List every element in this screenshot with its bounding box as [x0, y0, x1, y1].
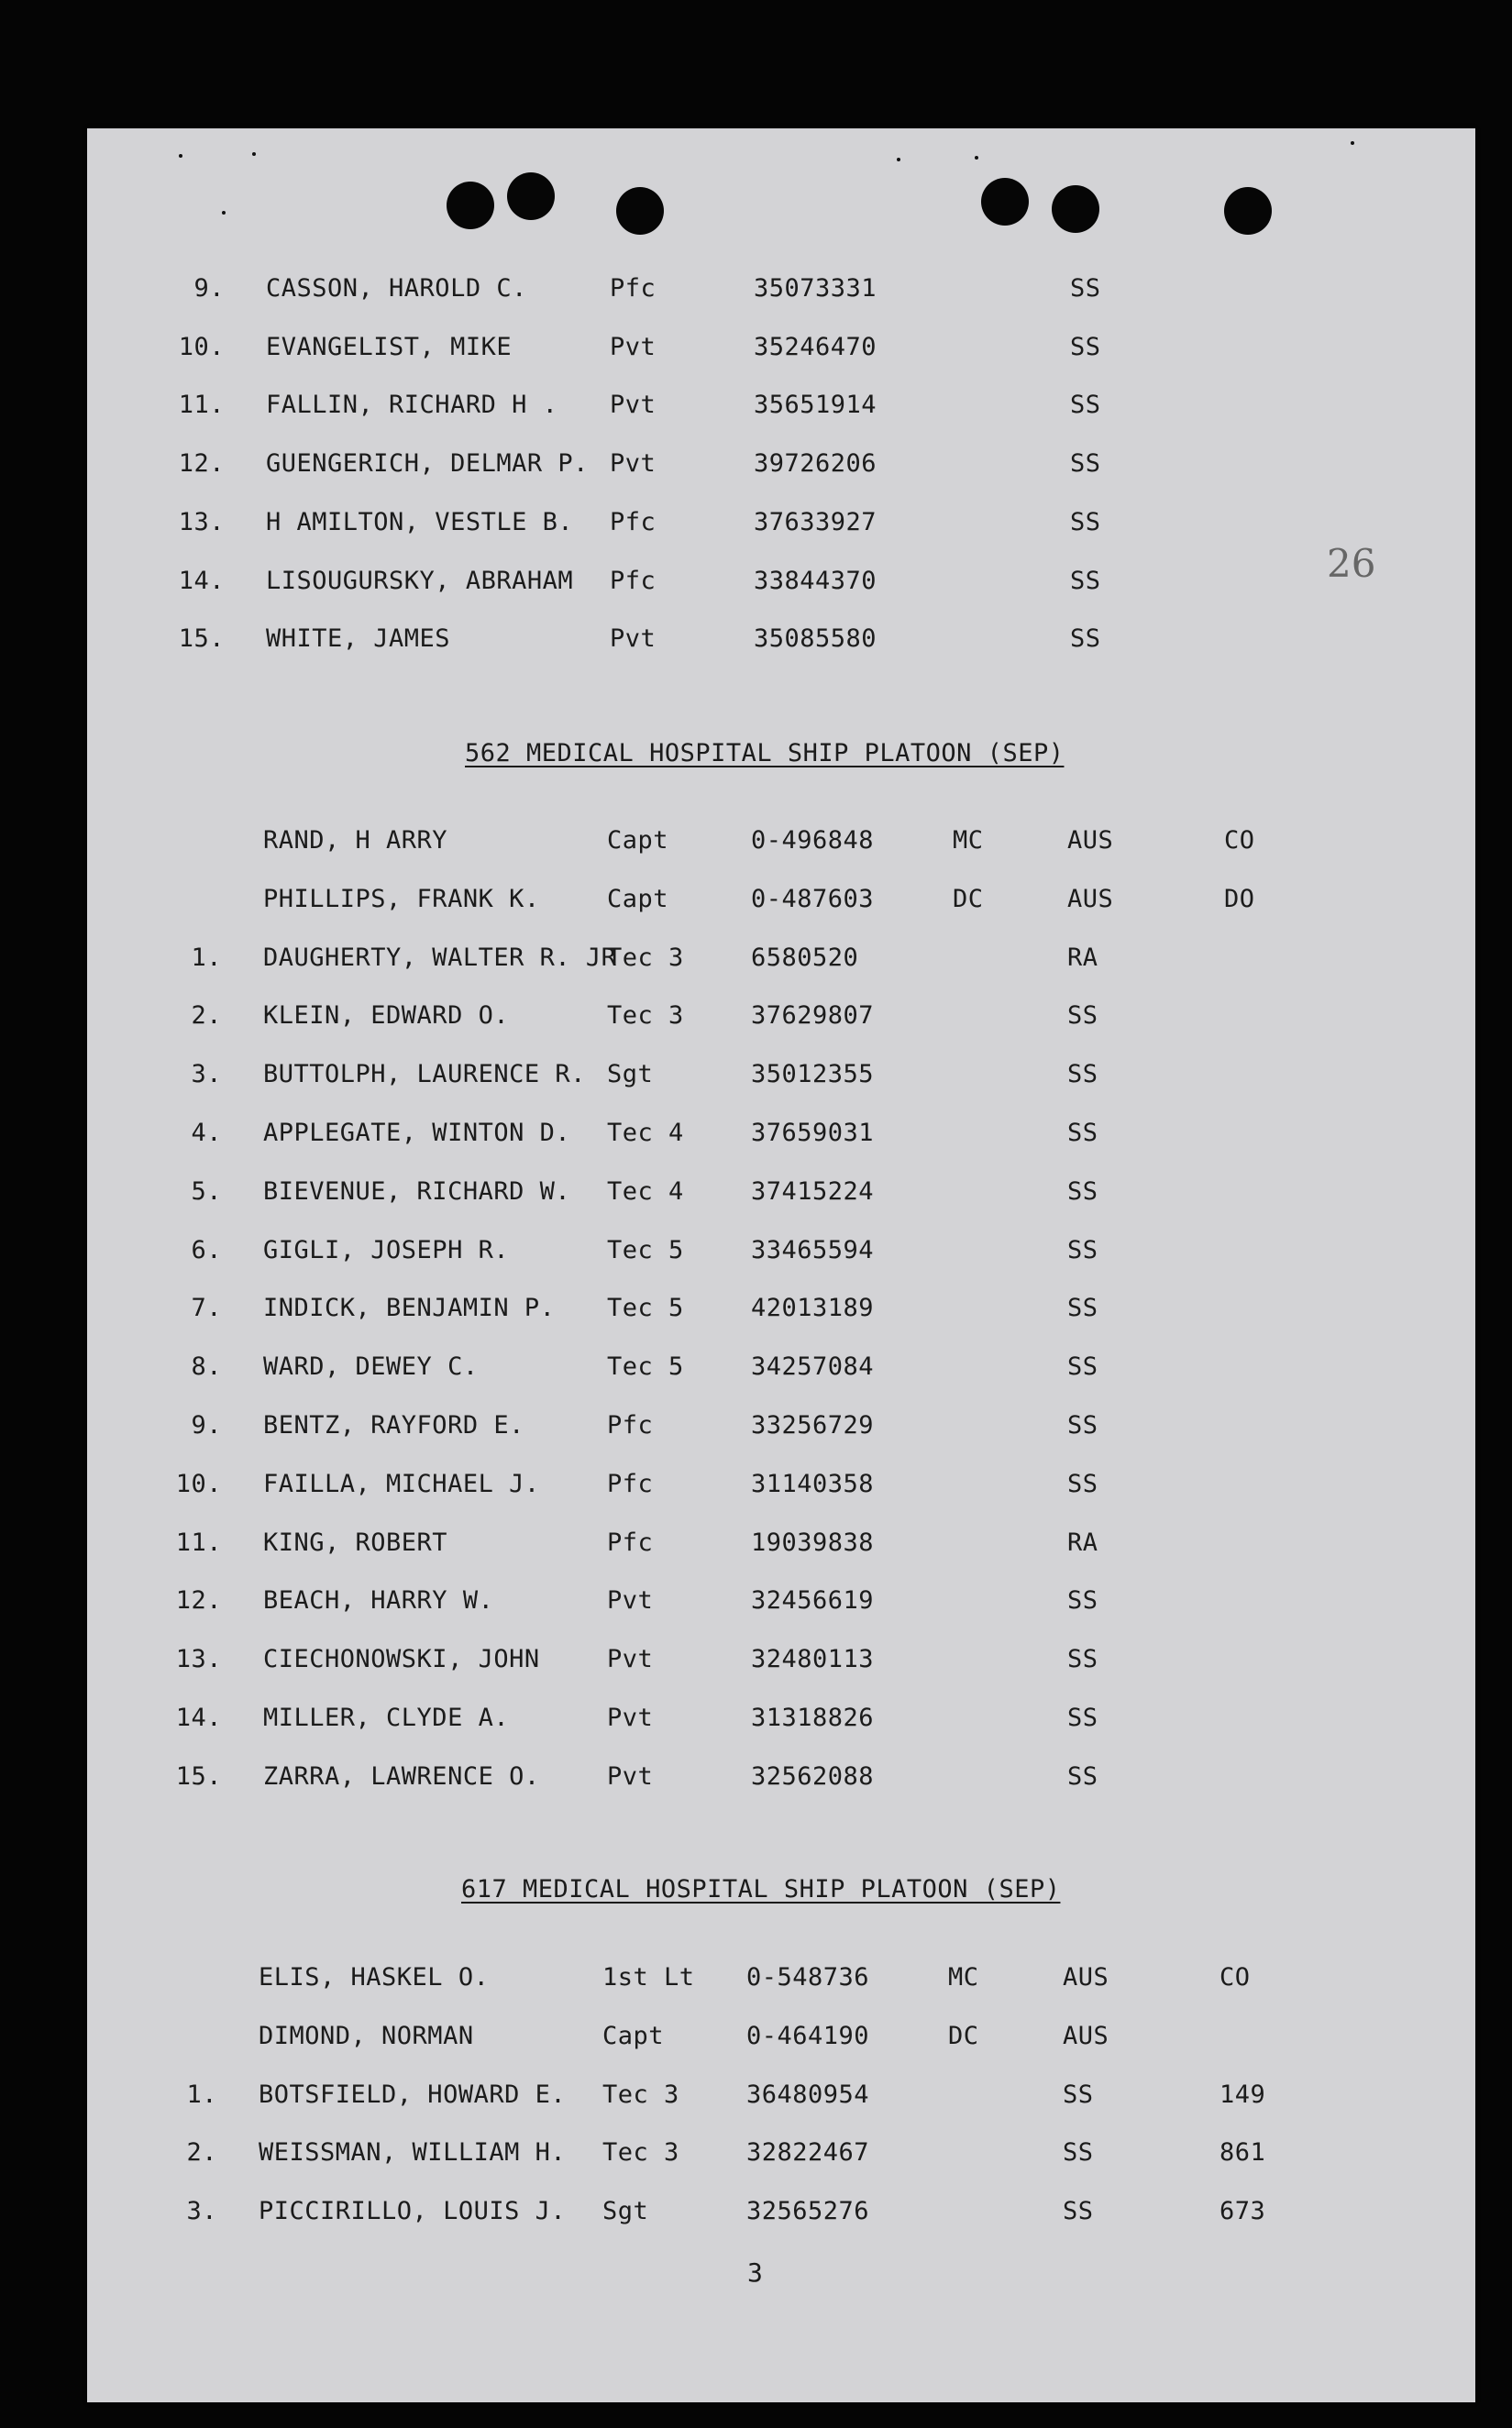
row-rank: Tec 4 [607, 1119, 684, 1147]
row-number: 3. [186, 2197, 217, 2226]
row-remark: DO [1224, 884, 1255, 913]
row-remark: 673 [1220, 2197, 1266, 2226]
row-number: 9. [191, 1411, 222, 1440]
row-remark: 149 [1220, 2080, 1266, 2109]
row-name: KLEIN, EDWARD O. [263, 1001, 510, 1031]
row-serial: 42013189 [751, 1294, 875, 1323]
row-corps: MC [948, 1963, 979, 1992]
row-name: WEISSMAN, WILLIAM H. [259, 2138, 567, 2168]
row-rank: Sgt [607, 1060, 654, 1089]
speck [975, 156, 978, 160]
row-component: SS [1070, 274, 1101, 303]
row-serial: 6580520 [751, 943, 859, 972]
row-serial: 31140358 [751, 1469, 875, 1498]
row-number: 13. [178, 507, 225, 536]
row-name: EVANGELIST, MIKE [266, 332, 513, 361]
row-component: SS [1070, 624, 1101, 654]
row-number: 9. [193, 274, 225, 303]
row-name: BEACH, HARRY W. [263, 1586, 494, 1616]
row-component: SS [1067, 1176, 1098, 1206]
row-name: INDICK, BENJAMIN P. [263, 1294, 556, 1323]
row-remark: CO [1220, 1963, 1251, 1992]
row-rank: Pfc [607, 1528, 654, 1557]
row-rank: Pvt [607, 1761, 654, 1791]
row-rank: Pvt [607, 1645, 654, 1674]
row-serial: 33844370 [754, 566, 877, 595]
stamp-number: 26 [1327, 541, 1376, 586]
row-number: 14. [175, 1704, 222, 1732]
punch-hole [616, 187, 664, 235]
punch-hole [507, 172, 555, 220]
row-number: 15. [178, 624, 225, 654]
row-rank: Tec 3 [607, 1001, 684, 1031]
row-serial: 32822467 [746, 2138, 870, 2168]
row-rank: Pfc [610, 507, 657, 536]
row-number: 14. [178, 566, 225, 595]
row-name: WHITE, JAMES [266, 624, 451, 654]
row-serial: 35651914 [754, 391, 877, 420]
row-number: 2. [191, 1001, 222, 1031]
row-name: PICCIRILLO, LOUIS J. [259, 2197, 567, 2226]
row-number: 11. [178, 391, 225, 420]
page-number: 3 [747, 2257, 763, 2288]
row-number: 15. [175, 1761, 222, 1791]
row-name: RAND, H ARRY [263, 826, 448, 855]
row-name: MILLER, CLYDE A. [263, 1704, 510, 1732]
row-serial: 33465594 [751, 1235, 875, 1264]
row-serial: 32456619 [751, 1586, 875, 1616]
row-component: SS [1070, 391, 1101, 420]
row-component: SS [1067, 1235, 1098, 1264]
row-name: ZARRA, LAWRENCE O. [263, 1761, 540, 1791]
row-serial: 0-548736 [746, 1963, 870, 1992]
row-rank: Pvt [610, 332, 657, 361]
row-rank: Capt [607, 884, 669, 913]
row-remark: CO [1224, 826, 1255, 855]
row-serial: 0-464190 [746, 2021, 870, 2050]
row-name: LISOUGURSKY, ABRAHAM [266, 566, 574, 595]
document-page [87, 128, 1475, 2402]
row-rank: Tec 3 [602, 2138, 679, 2168]
row-serial: 36480954 [746, 2080, 870, 2109]
row-serial: 37415224 [751, 1176, 875, 1206]
row-component: SS [1067, 1119, 1098, 1147]
row-serial: 33256729 [751, 1411, 875, 1440]
row-component: RA [1067, 1528, 1098, 1557]
row-rank: Tec 5 [607, 1294, 684, 1323]
row-component: SS [1067, 1001, 1098, 1031]
row-name: CASSON, HAROLD C. [266, 274, 527, 303]
row-rank: Pvt [607, 1704, 654, 1732]
punch-hole [1052, 185, 1099, 233]
row-number: 11. [175, 1528, 222, 1557]
punch-hole [1224, 187, 1272, 235]
row-component: SS [1067, 1294, 1098, 1323]
speck [179, 154, 182, 158]
punch-hole [981, 178, 1029, 226]
row-component: SS [1067, 1469, 1098, 1498]
row-component: SS [1067, 1704, 1098, 1732]
row-component: AUS [1063, 1963, 1109, 1992]
row-name: GUENGERICH, DELMAR P. [266, 449, 589, 479]
speck [897, 158, 900, 161]
row-number: 1. [191, 943, 222, 972]
row-rank: Pfc [607, 1469, 654, 1498]
row-name: ELIS, HASKEL O. [259, 1963, 490, 1992]
punch-hole [447, 182, 494, 229]
row-component: SS [1067, 1060, 1098, 1089]
row-number: 1. [186, 2080, 217, 2109]
row-number: 2. [186, 2138, 217, 2168]
row-rank: Tec 5 [607, 1235, 684, 1264]
row-component: SS [1063, 2080, 1094, 2109]
row-name: DAUGHERTY, WALTER R. JR [263, 943, 617, 972]
section-heading-617: 617 MEDICAL HOSPITAL SHIP PLATOON (SEP) [461, 1875, 1061, 1904]
row-component: SS [1067, 1352, 1098, 1382]
row-serial: 32565276 [746, 2197, 870, 2226]
row-number: 13. [175, 1645, 222, 1674]
row-name: CIECHONOWSKI, JOHN [263, 1645, 540, 1674]
row-component: SS [1070, 332, 1101, 361]
row-serial: 0-496848 [751, 826, 875, 855]
row-rank: Pvt [610, 624, 657, 654]
row-name: BIEVENUE, RICHARD W. [263, 1176, 571, 1206]
row-serial: 32480113 [751, 1645, 875, 1674]
row-name: WARD, DEWEY C. [263, 1352, 479, 1382]
row-component: AUS [1063, 2021, 1109, 2050]
row-component: SS [1067, 1586, 1098, 1616]
row-rank: Capt [607, 826, 669, 855]
row-corps: DC [948, 2021, 979, 2050]
row-component: SS [1070, 449, 1101, 479]
row-rank: Tec 5 [607, 1352, 684, 1382]
row-name: BENTZ, RAYFORD E. [263, 1411, 524, 1440]
row-name: KING, ROBERT [263, 1528, 448, 1557]
row-rank: Tec 3 [602, 2080, 679, 2109]
row-name: BOTSFIELD, HOWARD E. [259, 2080, 567, 2109]
row-serial: 35073331 [754, 274, 877, 303]
row-rank: Pvt [607, 1586, 654, 1616]
row-rank: Pvt [610, 449, 657, 479]
row-number: 10. [178, 332, 225, 361]
row-rank: Tec 4 [607, 1176, 684, 1206]
row-serial: 0-487603 [751, 884, 875, 913]
row-serial: 37629807 [751, 1001, 875, 1031]
row-number: 4. [191, 1119, 222, 1147]
row-rank: Capt [602, 2021, 665, 2050]
row-serial: 39726206 [754, 449, 877, 479]
row-component: SS [1067, 1411, 1098, 1440]
row-component: SS [1070, 566, 1101, 595]
row-rank: Tec 3 [607, 943, 684, 972]
row-component: RA [1067, 943, 1098, 972]
row-component: SS [1070, 507, 1101, 536]
row-number: 12. [178, 449, 225, 479]
row-name: FAILLA, MICHAEL J. [263, 1469, 540, 1498]
row-name: FALLIN, RICHARD H . [266, 391, 558, 420]
speck [222, 211, 226, 215]
row-name: DIMOND, NORMAN [259, 2021, 474, 2050]
row-number: 12. [175, 1586, 222, 1616]
row-component: AUS [1067, 826, 1114, 855]
row-serial: 37633927 [754, 507, 877, 536]
row-rank: Pvt [610, 391, 657, 420]
row-serial: 35085580 [754, 624, 877, 654]
speck [1351, 141, 1354, 145]
row-serial: 31318826 [751, 1704, 875, 1732]
row-name: H AMILTON, VESTLE B. [266, 507, 574, 536]
row-component: AUS [1067, 884, 1114, 913]
row-serial: 19039838 [751, 1528, 875, 1557]
row-component: SS [1067, 1761, 1098, 1791]
row-rank: 1st Lt [602, 1963, 695, 1992]
row-component: SS [1063, 2197, 1094, 2226]
row-component: SS [1067, 1645, 1098, 1674]
row-name: APPLEGATE, WINTON D. [263, 1119, 571, 1147]
row-remark: 861 [1220, 2138, 1266, 2168]
row-number: 5. [191, 1176, 222, 1206]
row-number: 3. [191, 1060, 222, 1089]
row-corps: DC [953, 884, 984, 913]
row-serial: 32562088 [751, 1761, 875, 1791]
row-serial: 37659031 [751, 1119, 875, 1147]
row-serial: 35012355 [751, 1060, 875, 1089]
row-serial: 34257084 [751, 1352, 875, 1382]
row-number: 8. [191, 1352, 222, 1382]
row-name: BUTTOLPH, LAURENCE R. [263, 1060, 586, 1089]
row-name: GIGLI, JOSEPH R. [263, 1235, 510, 1264]
row-component: SS [1063, 2138, 1094, 2168]
row-number: 6. [191, 1235, 222, 1264]
row-rank: Sgt [602, 2197, 649, 2226]
row-number: 10. [175, 1469, 222, 1498]
row-rank: Pfc [610, 566, 657, 595]
row-serial: 35246470 [754, 332, 877, 361]
speck [252, 152, 256, 156]
row-rank: Pfc [607, 1411, 654, 1440]
section-heading-562: 562 MEDICAL HOSPITAL SHIP PLATOON (SEP) [465, 739, 1065, 767]
row-name: PHILLIPS, FRANK K. [263, 884, 540, 913]
row-number: 7. [191, 1294, 222, 1323]
row-rank: Pfc [610, 274, 657, 303]
row-corps: MC [953, 826, 984, 855]
